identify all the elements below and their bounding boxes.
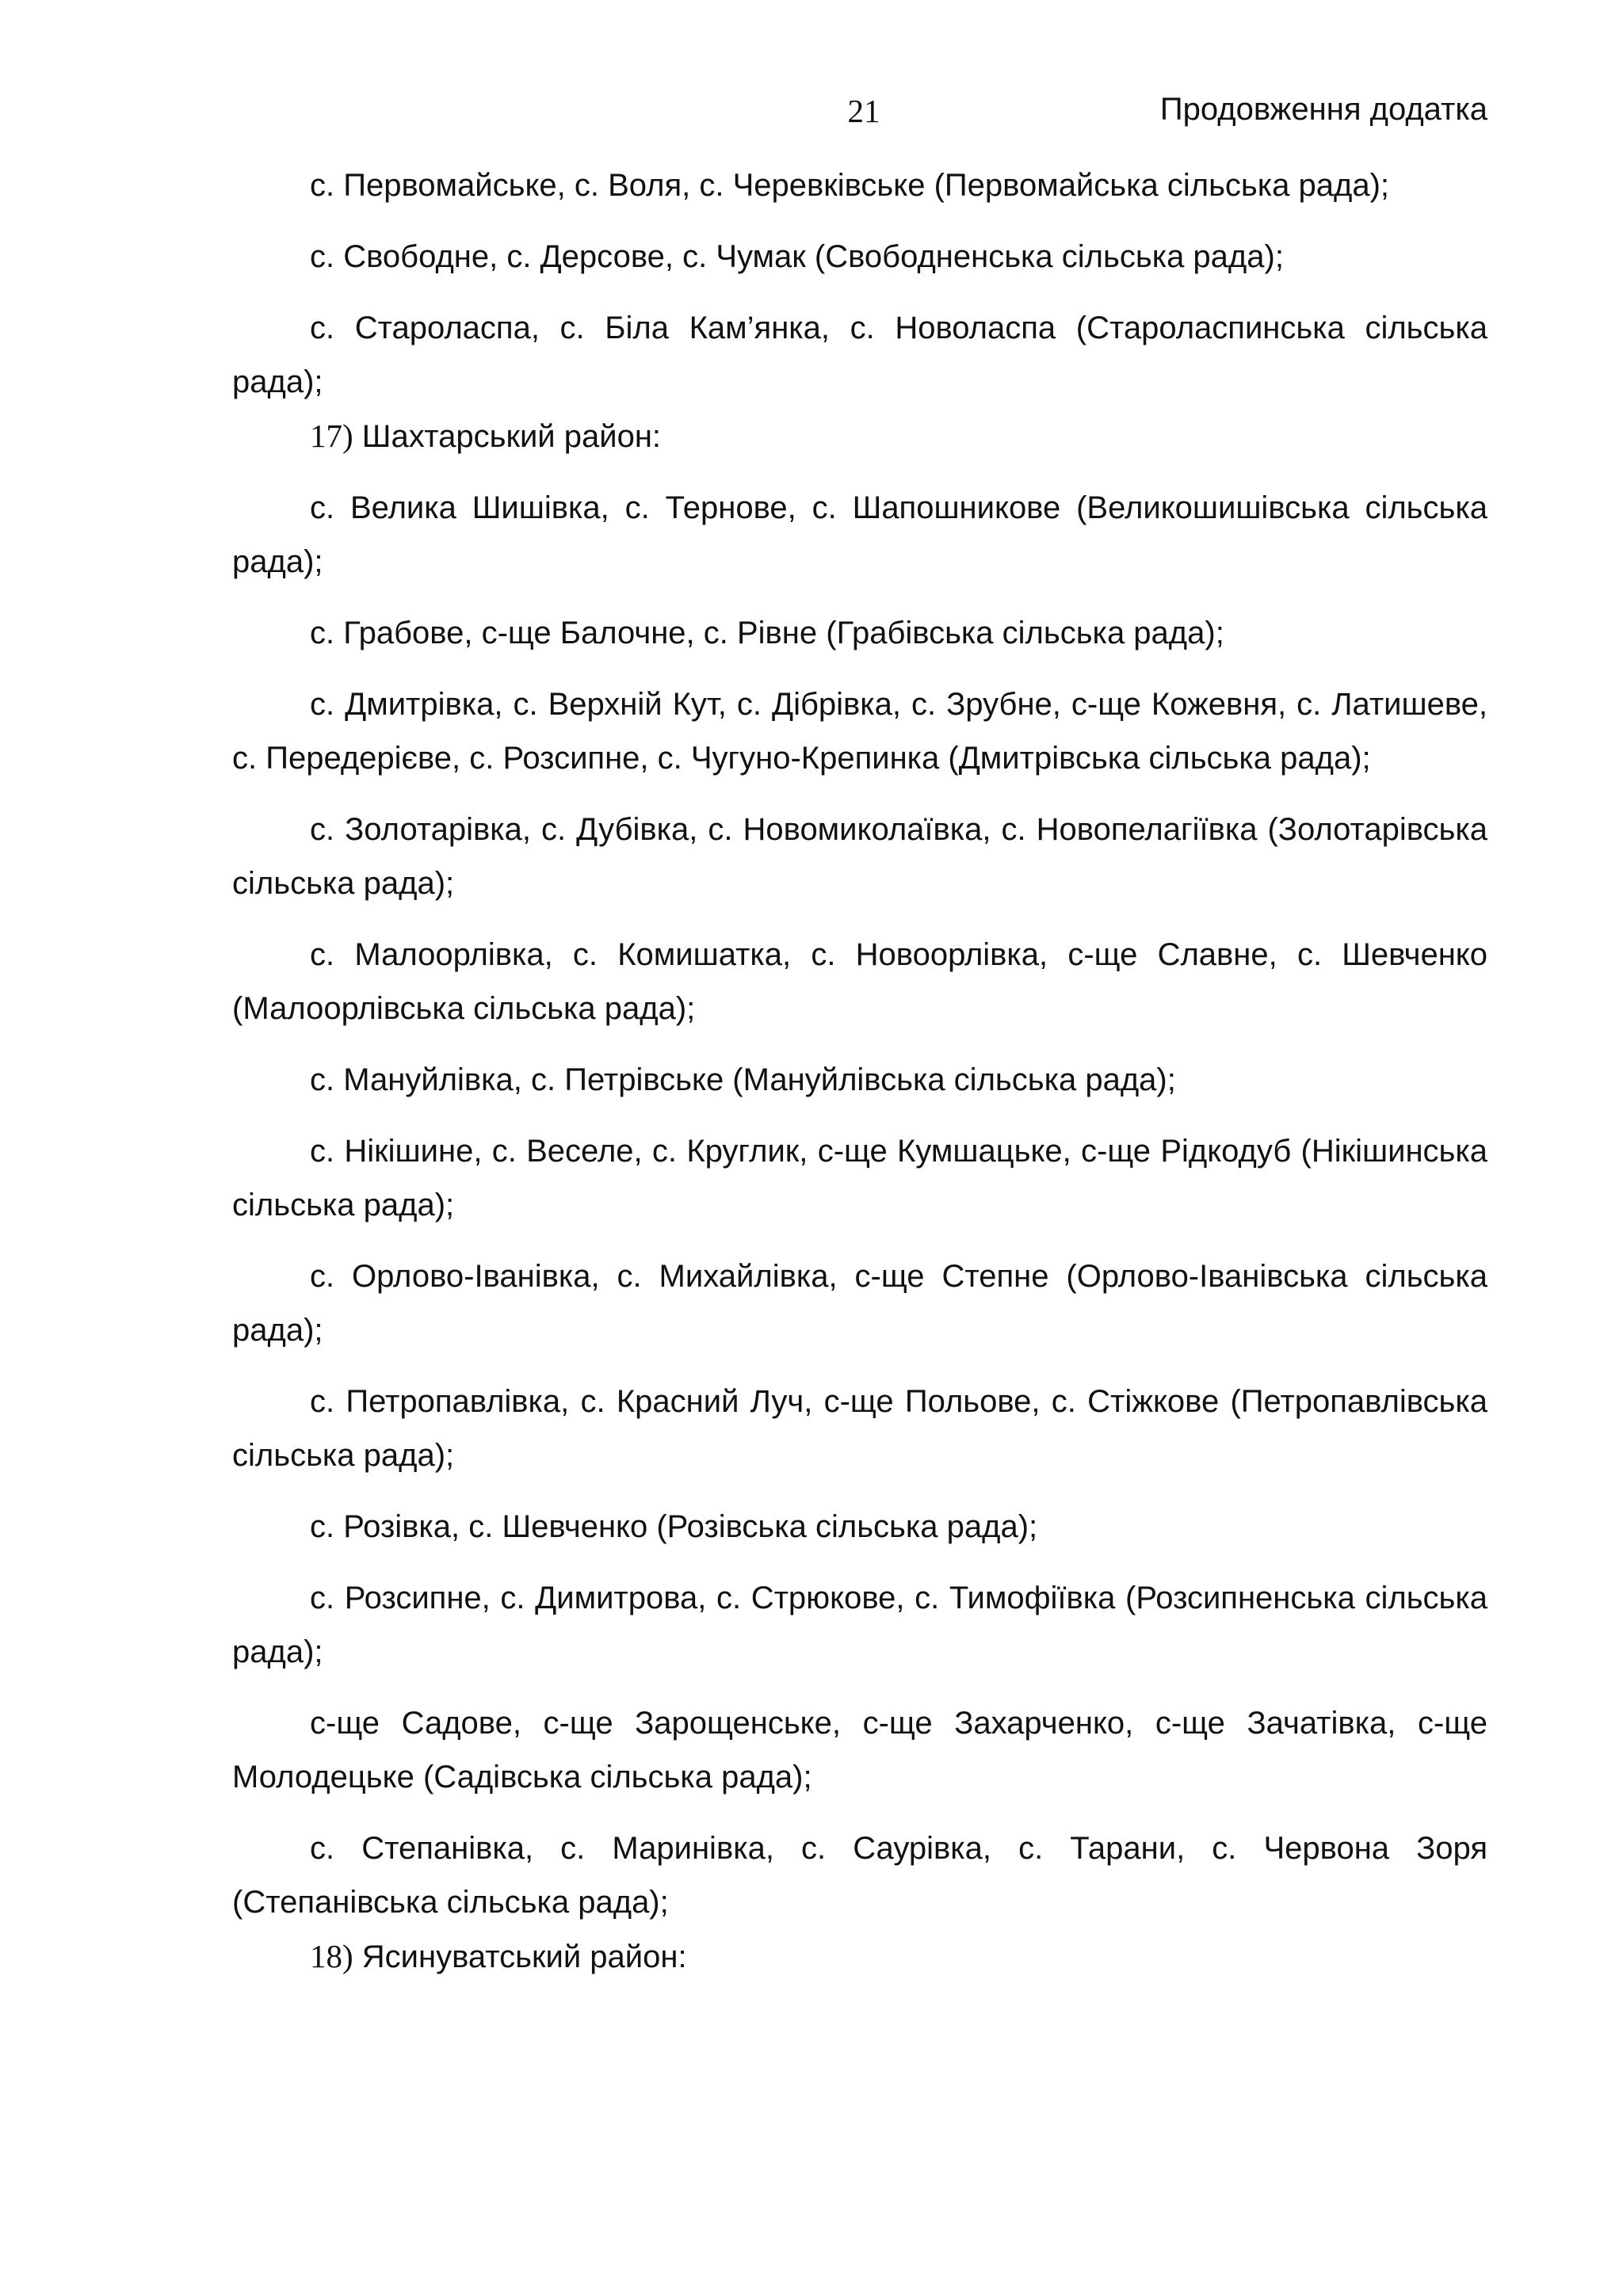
paragraph-maloorlivska: с. Малоорлівка, с. Комишатка, с. Новоорлівка, с-ще Славне, с. Шевченко (Малоорлівська сільська рада); — [232, 937, 1487, 1026]
section-heading-18 — [232, 1929, 1487, 1984]
paragraph-pervomaiska: с. Первомайське, с. Воля, с. Черевківське (Первомайська сільська рада); — [310, 168, 1390, 203]
paragraph-manuilivska: с. Мануйлівка, с. Петрівське (Мануйлівська сільська рада); — [310, 1062, 1176, 1097]
paragraph-stepanivska: с. Степанівка, с. Маринівка, с. Саурівка, с. Тарани, с. Червона Зоря (Степанівська сільська рада); — [232, 1831, 1487, 1920]
paragraph-orlovo-ivanivska: с. Орлово-Іванівка, с. Михайлівка, с-ще Степне (Орлово-Іванівська сільська рада); — [232, 1259, 1487, 1348]
paragraph-rozsypnenska: с. Розсипне, с. Димитрова, с. Стрюкове, с. Тимофіївка (Розсипненська сільська рада); — [232, 1581, 1487, 1669]
paragraph-svobodnenska: с. Свободне, с. Дерсове, с. Чумак (Свободненська сільська рада); — [310, 239, 1284, 274]
section-number-17: 17) — [310, 418, 353, 454]
page-number: 21 — [847, 93, 880, 129]
paragraph-velykoshyshivska: с. Велика Шишівка, с. Тернове, с. Шапошникове (Великошишівська сільська рада); — [232, 490, 1487, 579]
paragraph-zolotarivska: с. Золотарівка, с. Дубівка, с. Новомиколаївка, с. Новопелагіївка (Золотарівська сільська рада); — [232, 812, 1487, 901]
continuation-label: Продовження додатка — [1159, 92, 1487, 127]
paragraph-rozivska: с. Розівка, с. Шевченко (Розівська сільська рада); — [310, 1509, 1038, 1544]
paragraph-nikishynska: с. Нікішине, с. Веселе, с. Круглик, с-ще Кумшацьке, с-ще Рідкодуб (Нікішинська сільська рада); — [232, 1134, 1487, 1222]
document-body — [232, 158, 1487, 1984]
paragraph-grabivska: с. Грабове, с-ще Балочне, с. Рівне (Грабівська сільська рада); — [310, 616, 1224, 650]
paragraph-starolaspynska: с. Староласпа, с. Біла Кам’янка, с. Новоласпа (Староласпинська сільська рада); — [232, 311, 1487, 399]
paragraph-sadivska: с-ще Садове, с-ще Зарощенське, с-ще Захарченко, с-ще Зачатівка, с-ще Молодецьке (Садівська сільська рада); — [232, 1706, 1487, 1794]
paragraph-petropavlivska: с. Петропавлівка, с. Красний Луч, с-ще Польове, с. Стіжкове (Петропавлівська сільська рада); — [232, 1384, 1487, 1473]
section-number-18: 18) — [310, 1938, 353, 1974]
section-title-17: Шахтарський район: — [361, 419, 662, 454]
paragraph-dmytrivska: с. Дмитрівка, с. Верхній Кут, с. Дібрівка, с. Зрубне, с-ще Кожевня, с. Латишеве, с. Передерієве, с. Розсипне, с. Чугуно-Крепинка (Дмитрівська сільська рада); — [232, 687, 1487, 776]
section-title-18: Ясинуватський район: — [361, 1939, 687, 1974]
section-heading-17 — [232, 409, 1487, 463]
